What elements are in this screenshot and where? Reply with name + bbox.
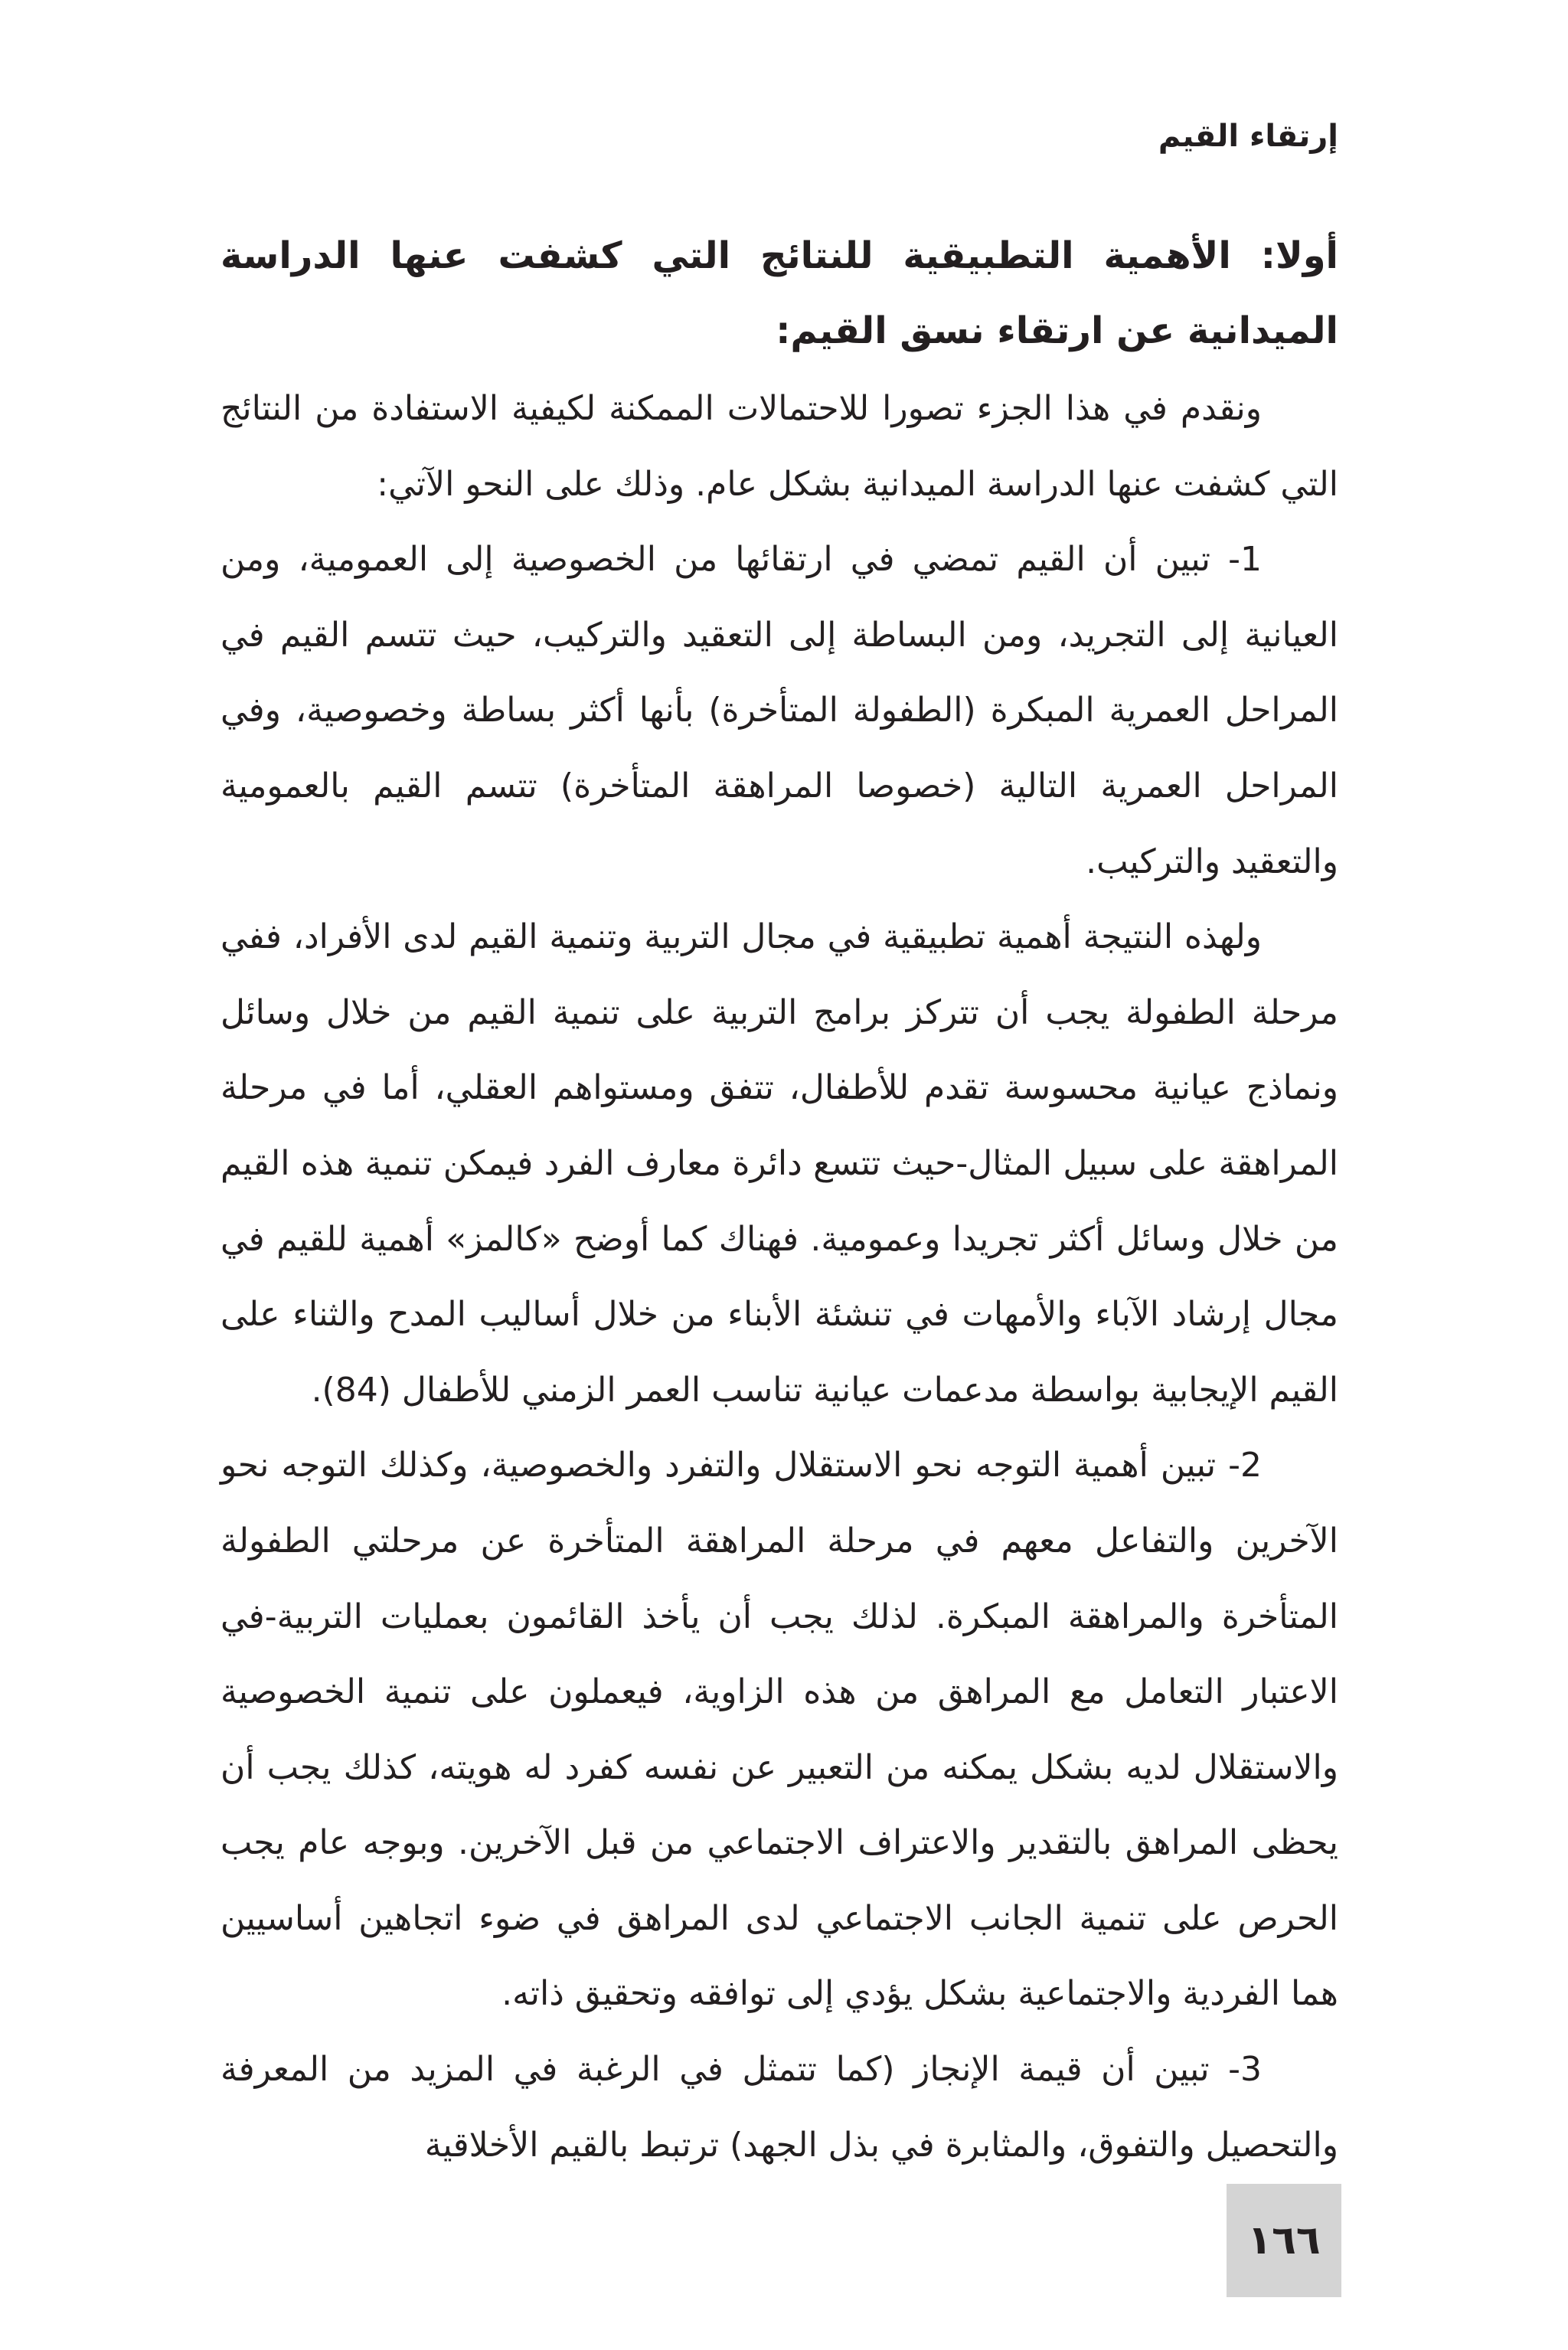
section-heading: أولا: الأهمية التطبيقية للنتائج التي كشفت عنها الدراسة الميدانية عن ارتقاء نسق القيم: bbox=[220, 234, 1338, 352]
page-number-box bbox=[1227, 2184, 1341, 2297]
paragraph-intro: ونقدم في هذا الجزء تصورا للاحتمالات الممكنة لكيفية الاستفادة من النتائج التي كشفت عنها الدراسة الميدانية بشكل عام. وذلك على النحو الآتي: bbox=[220, 389, 1338, 504]
paragraph-point-1: 1- تبين أن القيم تمضي في ارتقائها من الخصوصية إلى العمومية، ومن العيانية إلى التجريد، ومن البساطة إلى التعقيد والتركيب، حيث تتسم القيم في المراحل العمرية المبكرة (الطفولة المتأخرة) بأنها أكثر بساطة وخصوصية، وفي المراحل العمرية التالية (خصوصا المراهقة المتأخرة) تتسم القيم بالعمومية والتعقيد والتركيب. bbox=[220, 540, 1338, 881]
page-body bbox=[220, 218, 1338, 2183]
paragraph-point-2: 2- تبين أهمية التوجه نحو الاستقلال والتفرد والخصوصية، وكذلك التوجه نحو الآخرين والتفاعل معهم في مرحلة المراهقة المتأخرة عن مرحلتي الطفولة المتأخرة والمراهقة المبكرة. لذلك يجب أن يأخذ القائمون بعمليات التربية-في الاعتبار التعامل مع المراهق من هذه الزاوية، فيعملون على تنمية الخصوصية والاستقلال لديه بشكل يمكنه من التعبير عن نفسه كفرد له هويته، كذلك يجب أن يحظى المراهق بالتقدير والاعتراف الاجتماعي من قبل الآخرين. وبوجه عام يجب الحرص على تنمية الجانب الاجتماعي لدى المراهق في ضوء اتجاهين أساسيين هما الفردية والاجتماعية بشكل يؤدي إلى توافقه وتحقيق ذاته. bbox=[220, 1446, 1338, 2014]
paragraph-point-1-application: ولهذه النتيجة أهمية تطبيقية في مجال التربية وتنمية القيم لدى الأفراد، ففي مرحلة الطفولة يجب أن تتركز برامج التربية على تنمية القيم من خلال وسائل ونماذج عيانية محسوسة تقدم للأطفال، تتفق ومستواهم العقلي، أما في مرحلة المراهقة على سبيل المثال-حيث تتسع دائرة معارف الفرد فيمكن تنمية هذه القيم من خلال وسائل أكثر تجريدا وعمومية. فهناك كما أوضح «كالمز» أهمية للقيم في مجال إرشاد الآباء والأمهات في تنشئة الأبناء من خلال أساليب المدح والثناء على القيم الإيجابية بواسطة مدعمات عيانية تناسب العمر الزمني للأطفال (84). bbox=[220, 917, 1338, 1410]
page-number: ١٦٦ bbox=[1247, 2218, 1321, 2263]
paragraph-point-3: 3- تبين أن قيمة الإنجاز (كما تتمثل في الرغبة في المزيد من المعرفة والتحصيل والتفوق، والمثابرة في بذل الجهد) ترتبط بالقيم الأخلاقية bbox=[220, 2050, 1338, 2165]
running-header: إرتقاء القيم bbox=[1158, 119, 1338, 154]
